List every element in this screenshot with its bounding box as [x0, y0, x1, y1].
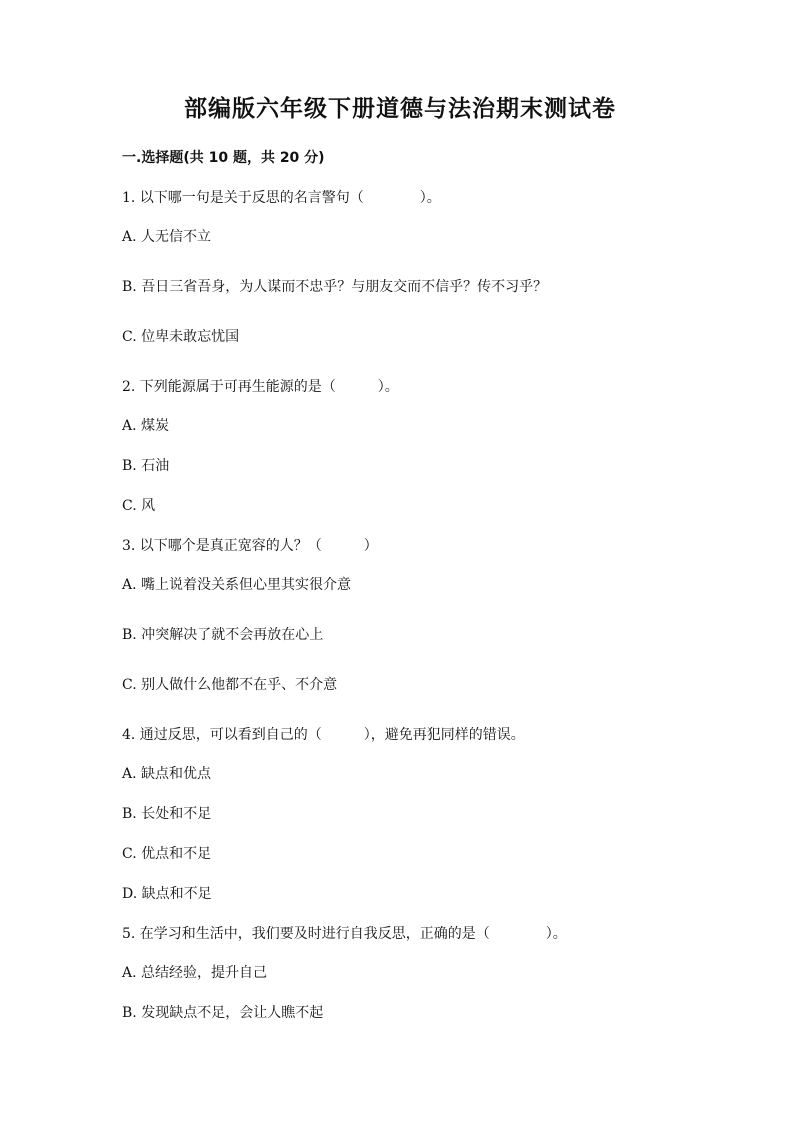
question-option: A. 缺点和优点 [122, 766, 212, 782]
question-stem: 4. 通过反思，可以看到自己的（ ），避免再犯同样的错误。 [122, 727, 525, 743]
question-stem: 3. 以下哪个是真正宽容的人？（ ） [122, 538, 378, 554]
question-option: C. 别人做什么他都不在乎、不介意 [122, 677, 338, 693]
question-option: C. 优点和不足 [122, 846, 212, 862]
question-stem: 2. 下列能源属于可再生能源的是（ ）。 [122, 379, 399, 395]
question-option: A. 总结经验，提升自己 [122, 965, 268, 981]
question-option: A. 人无信不立 [122, 229, 212, 245]
question-option: B. 长处和不足 [122, 806, 212, 822]
question-option: B. 发现缺点不足，会让人瞧不起 [122, 1005, 324, 1021]
question-stem: 5. 在学习和生活中，我们要及时进行自我反思，正确的是（ ）。 [122, 926, 567, 942]
question-option: B. 吾日三省吾身，为人谋而不忠乎？与朋友交而不信乎？传不习乎？ [122, 279, 548, 295]
question-option: A. 嘴上说着没关系但心里其实很介意 [122, 577, 352, 593]
page-title: 部编版六年级下册道德与法治期末测试卷 [184, 96, 616, 122]
question-option: A. 煤炭 [122, 418, 170, 434]
question-option: B. 石油 [122, 458, 170, 474]
question-stem: 1. 以下哪一句是关于反思的名言警句（ ）。 [122, 190, 441, 206]
question-option: B. 冲突解决了就不会再放在心上 [122, 627, 324, 643]
section-heading: 一.选择题(共 10 题，共 20 分) [122, 150, 325, 166]
question-option: C. 风 [122, 498, 156, 514]
question-option: C. 位卑未敢忘忧国 [122, 329, 240, 345]
question-option: D. 缺点和不足 [122, 886, 212, 902]
